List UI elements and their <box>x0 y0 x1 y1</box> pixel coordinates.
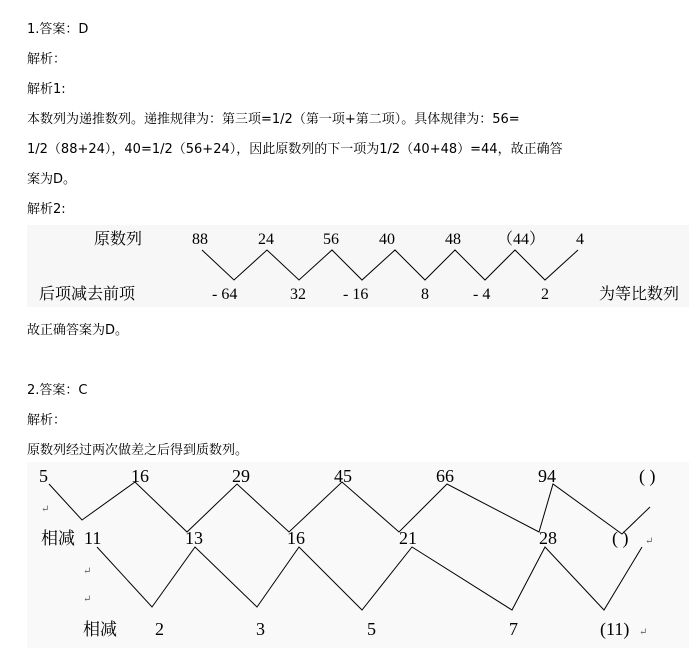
q1-row2-value: - 64 <box>212 286 238 303</box>
q2-row1-value: 29 <box>232 466 250 486</box>
q2-row2-value: 16 <box>287 528 305 548</box>
q1-row2-value: 2 <box>541 286 549 303</box>
q1-row2-suffix: 为等比数列 <box>599 284 680 303</box>
q2-return-mark: ↵ <box>41 504 50 515</box>
q2-difference-figure <box>27 462 689 648</box>
q2-row1-value: 5 <box>39 466 48 486</box>
q2-return-mark: ↵ <box>83 566 92 577</box>
q1-analysis1-heading: 解析1: <box>27 82 66 97</box>
q2-row2-value: 11 <box>84 528 102 548</box>
q2-row1-value: 45 <box>334 466 352 486</box>
q2-row2-value: 28 <box>539 528 557 548</box>
q1-answer: 1.答案：D <box>27 22 89 37</box>
q2-row2-label: 相减 <box>41 529 75 549</box>
q2-answer: 2.答案：C <box>27 383 88 398</box>
q2-row3-value: 5 <box>367 619 376 639</box>
q1-analysis1-line-1: 本数列为递推数列。递推规律为：第三项=1/2（第一项+第二项）。具体规律为：56= <box>27 112 520 127</box>
q1-analysis-heading: 解析： <box>27 52 67 67</box>
q2-row1-value: ( ) <box>639 466 656 486</box>
q2-row3-label: 相减 <box>83 620 117 640</box>
q2-return-mark: ↵ <box>639 627 648 638</box>
q1-row2-value: 8 <box>421 286 429 303</box>
q1-row1-label: 原数列 <box>94 229 143 248</box>
q2-row1-value: 94 <box>538 466 556 486</box>
q2-return-mark: ↵ <box>645 536 654 547</box>
q2-analysis-heading: 解析： <box>27 413 67 428</box>
q1-row2-value: - 4 <box>473 286 491 303</box>
q2-row1-value: 66 <box>436 466 454 486</box>
q2-row3-value: 3 <box>256 619 265 639</box>
q2-row1-value: 16 <box>131 466 149 486</box>
q1-row1-value: 4 <box>576 231 584 248</box>
q1-difference-figure <box>27 225 689 307</box>
q1-row2-value: - 16 <box>343 286 369 303</box>
q2-row2-value: 13 <box>185 528 203 548</box>
q1-row2-value: 32 <box>290 286 306 303</box>
q2-row3-value: 7 <box>509 619 518 639</box>
q1-analysis2-heading: 解析2: <box>27 202 66 217</box>
q1-row1-value: 56 <box>323 231 339 248</box>
q1-row2-label: 后项减去前项 <box>39 284 136 303</box>
q2-return-mark: ↵ <box>83 594 92 605</box>
q1-row1-value: 48 <box>445 231 461 248</box>
q2-row3-value: (11) <box>600 619 630 639</box>
q2-row2-value: 21 <box>399 528 417 548</box>
q1-row1-value: （44） <box>497 231 546 248</box>
q1-row1-value: 24 <box>258 231 274 248</box>
q2-row2-value: ( ) <box>612 528 629 548</box>
q2-analysis-text: 原数列经过两次做差之后得到质数列。 <box>27 443 249 458</box>
q1-row1-value: 88 <box>192 231 208 248</box>
q1-row1-value: 40 <box>379 231 395 248</box>
q1-analysis1-line-2: 1/2（88+24），40=1/2（56+24），因此原数列的下一项为1/2（40+48）=44，故正确答 <box>27 142 563 157</box>
q1-analysis1-line-3: 案为D。 <box>27 172 77 187</box>
q2-row3-value: 2 <box>155 619 164 639</box>
q1-conclusion: 故正确答案为D。 <box>27 323 129 338</box>
